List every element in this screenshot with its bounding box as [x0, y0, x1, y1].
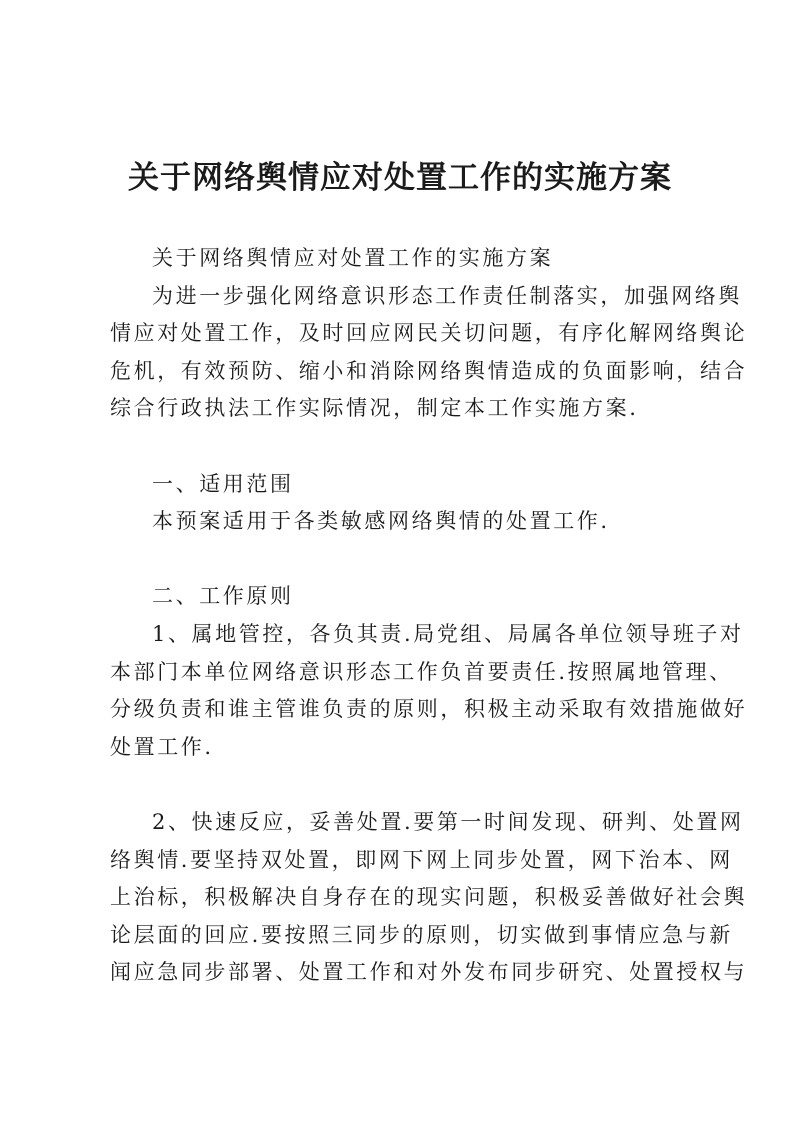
document-body — [110, 240, 748, 992]
principle-1-line: 处置工作. — [110, 734, 214, 759]
section-scope-text: 本预案适用于各类敏感网络舆情的处置工作. — [152, 509, 610, 534]
intro-line: 危机，有效预防、缩小和消除网络舆情造成的负面影响，结合 — [110, 358, 748, 383]
principle-1-line: 1、属地管控，各负其责.局党组、局属各单位领导班子对 — [152, 621, 744, 646]
section-heading-scope: 一、适用范围 — [152, 471, 294, 496]
document-subtitle: 关于网络舆情应对处置工作的实施方案 — [152, 246, 554, 270]
principle-2-line: 论层面的回应.要按照三同步的原则，切实做到事情应急与新 — [110, 922, 733, 947]
document-title: 关于网络舆情应对处置工作的实施方案 — [128, 160, 672, 196]
principle-2-line: 上治标，积极解决自身存在的现实问题，积极妥善做好社会舆 — [110, 885, 748, 910]
paragraph-gap — [110, 541, 710, 579]
principle-2-line: 2、快速反应，妥善处置.要第一时间发现、研判、处置网 — [152, 809, 744, 834]
principle-1-line: 分级负责和谁主管谁负责的原则，积极主动采取有效措施做好 — [110, 697, 748, 722]
section-heading-principles: 二、工作原则 — [152, 584, 294, 609]
principle-2-line: 闻应急同步部署、处置工作和对外发布同步研究、处置授权与 — [110, 960, 748, 985]
principle-1-line: 本部门本单位网络意识形态工作负首要责任.按照属地管理、 — [110, 659, 733, 684]
paragraph-gap — [110, 766, 710, 804]
principle-2-line: 络舆情.要坚持双处置，即网下网上同步处置，网下治本、网 — [110, 847, 733, 872]
intro-line: 综合行政执法工作实际情况，制定本工作实施方案. — [110, 396, 639, 421]
intro-line: 情应对处置工作，及时回应网民关切问题，有序化解网络舆论 — [110, 321, 748, 346]
intro-line: 为进一步强化网络意识形态工作责任制落实，加强网络舆 — [152, 283, 742, 308]
paragraph-gap — [110, 428, 710, 466]
